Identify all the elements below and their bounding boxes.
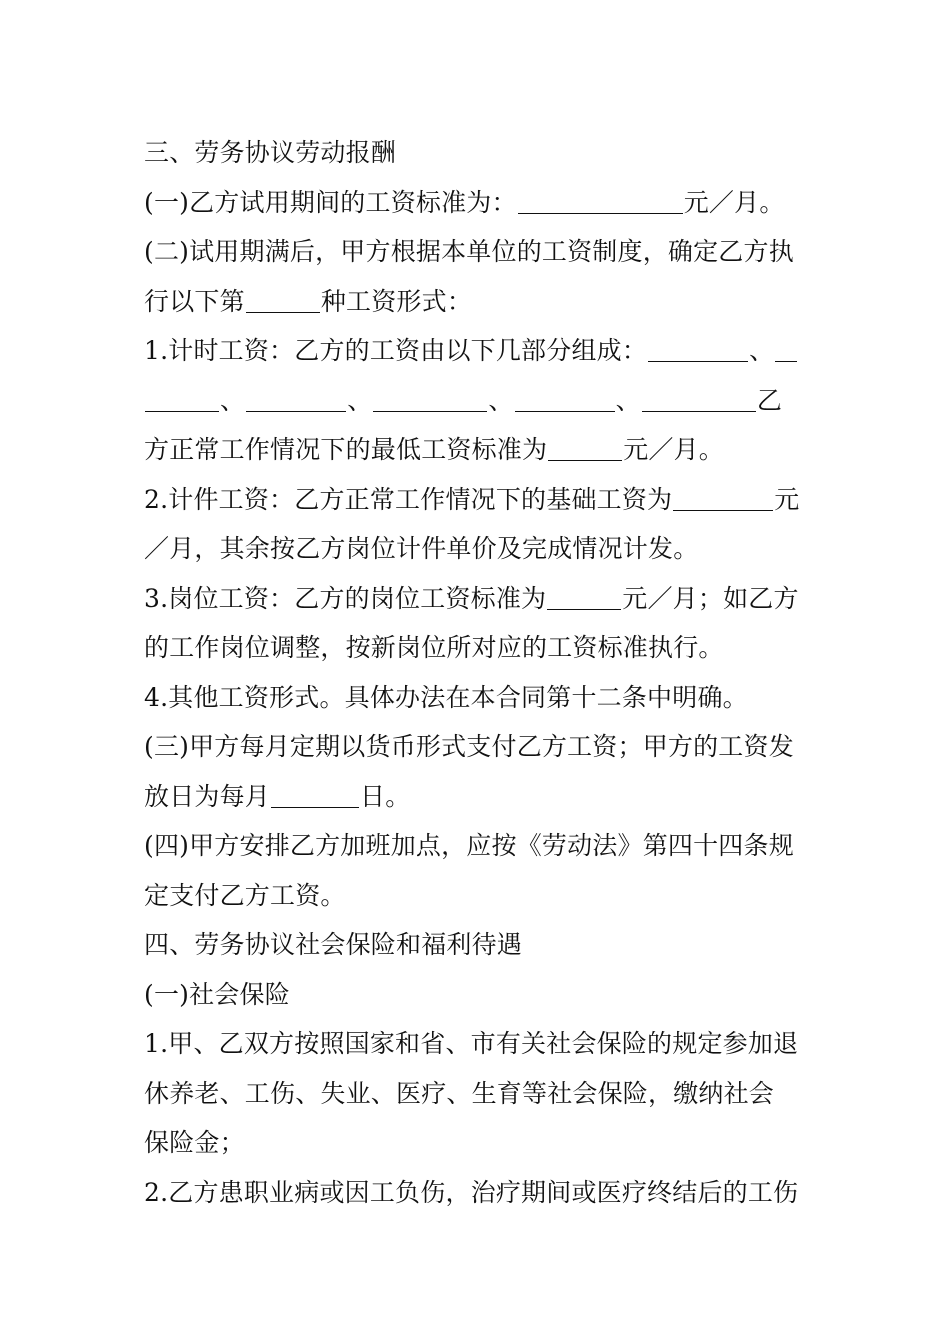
fill-in-blank — [648, 335, 748, 362]
fill-in-blank — [548, 434, 622, 461]
text-segment: 元／月。 — [623, 435, 725, 464]
text-segment: 1.计时工资：乙方的工资由以下几部分组成： — [144, 336, 648, 365]
text-line — [144, 1168, 808, 1218]
text-line — [144, 920, 808, 970]
text-line — [144, 772, 808, 822]
fill-in-blank — [547, 583, 621, 610]
text-segment: 、 — [749, 336, 775, 365]
fill-in-blank — [775, 335, 797, 362]
text-segment: 2.计件工资：乙方正常工作情况下的基础工资为 — [144, 484, 673, 514]
fill-in-blank — [246, 286, 320, 313]
text-segment: ／月，其余按乙方岗位计件单价及完成情况计发。 — [144, 534, 699, 563]
fill-in-blank — [518, 187, 683, 214]
text-line — [144, 821, 808, 871]
text-segment: 、 — [615, 385, 641, 415]
text-segment: 4.其他工资形式。具体办法在本合同第十二条中明确。 — [144, 682, 748, 712]
fill-in-blank — [642, 385, 756, 412]
text-line — [144, 574, 808, 624]
text-segment: 种工资形式： — [320, 286, 473, 316]
text-line — [144, 1069, 808, 1119]
text-line — [144, 425, 808, 475]
text-segment: (一)乙方试用期间的工资标准为： — [144, 187, 517, 217]
text-segment: 三、劳务协议劳动报酬 — [144, 138, 397, 167]
text-segment: (二)试用期满后，甲方根据本单位的工资制度，确定乙方执 — [144, 237, 794, 266]
text-line — [144, 178, 808, 228]
text-line — [144, 524, 808, 574]
text-line — [144, 1118, 808, 1168]
text-segment: 方正常工作情况下的最低工资标准为 — [144, 435, 548, 464]
fill-in-blank — [271, 781, 359, 808]
text-segment: 元／月；如乙方 — [622, 583, 799, 613]
text-segment: (一)社会保险 — [144, 979, 290, 1009]
text-line — [144, 277, 808, 327]
text-segment: 保险金； — [144, 1128, 245, 1157]
fill-in-blank — [373, 385, 487, 412]
text-line — [144, 722, 808, 772]
text-line — [144, 227, 808, 277]
text-line — [144, 376, 808, 426]
text-segment: 放日为每月 — [144, 781, 271, 811]
text-segment: 3.岗位工资：乙方的岗位工资标准为 — [144, 583, 547, 613]
text-line — [144, 475, 808, 525]
text-segment: 元／月。 — [683, 187, 785, 217]
fill-in-blank — [515, 385, 615, 412]
text-segment: 的工作岗位调整，按新岗位所对应的工资标准执行。 — [144, 633, 724, 662]
text-line — [144, 673, 808, 723]
text-line — [144, 326, 808, 376]
text-segment: 休养老、工伤、失业、医疗、生育等社会保险，缴纳社会 — [144, 1078, 775, 1108]
text-segment: 1.甲、乙双方按照国家和省、市有关社会保险的规定参加退 — [144, 1029, 799, 1058]
document-body — [144, 128, 808, 1217]
text-segment: 、 — [488, 385, 514, 415]
text-line — [144, 970, 808, 1020]
text-line — [144, 871, 808, 921]
fill-in-blank — [246, 385, 346, 412]
text-segment: 乙 — [756, 385, 783, 415]
text-line — [144, 128, 808, 178]
text-segment: 四、劳务协议社会保险和福利待遇 — [144, 930, 523, 959]
text-segment: 2.乙方患职业病或因工负伤，治疗期间或医疗终结后的工伤 — [144, 1177, 799, 1207]
text-segment: (三)甲方每月定期以货币形式支付乙方工资；甲方的工资发 — [144, 732, 794, 761]
text-segment: 定支付乙方工资。 — [144, 880, 346, 910]
text-segment: 、 — [347, 385, 373, 415]
fill-in-blank — [145, 385, 219, 412]
fill-in-blank — [673, 484, 773, 511]
text-segment: 行以下第 — [144, 286, 245, 316]
text-line — [144, 623, 808, 673]
text-segment: (四)甲方安排乙方加班加点，应按《劳动法》第四十四条规 — [144, 831, 794, 860]
text-segment: 元 — [774, 484, 800, 514]
text-segment: 日。 — [360, 781, 411, 811]
text-line — [144, 1019, 808, 1069]
text-segment: 、 — [220, 385, 246, 415]
